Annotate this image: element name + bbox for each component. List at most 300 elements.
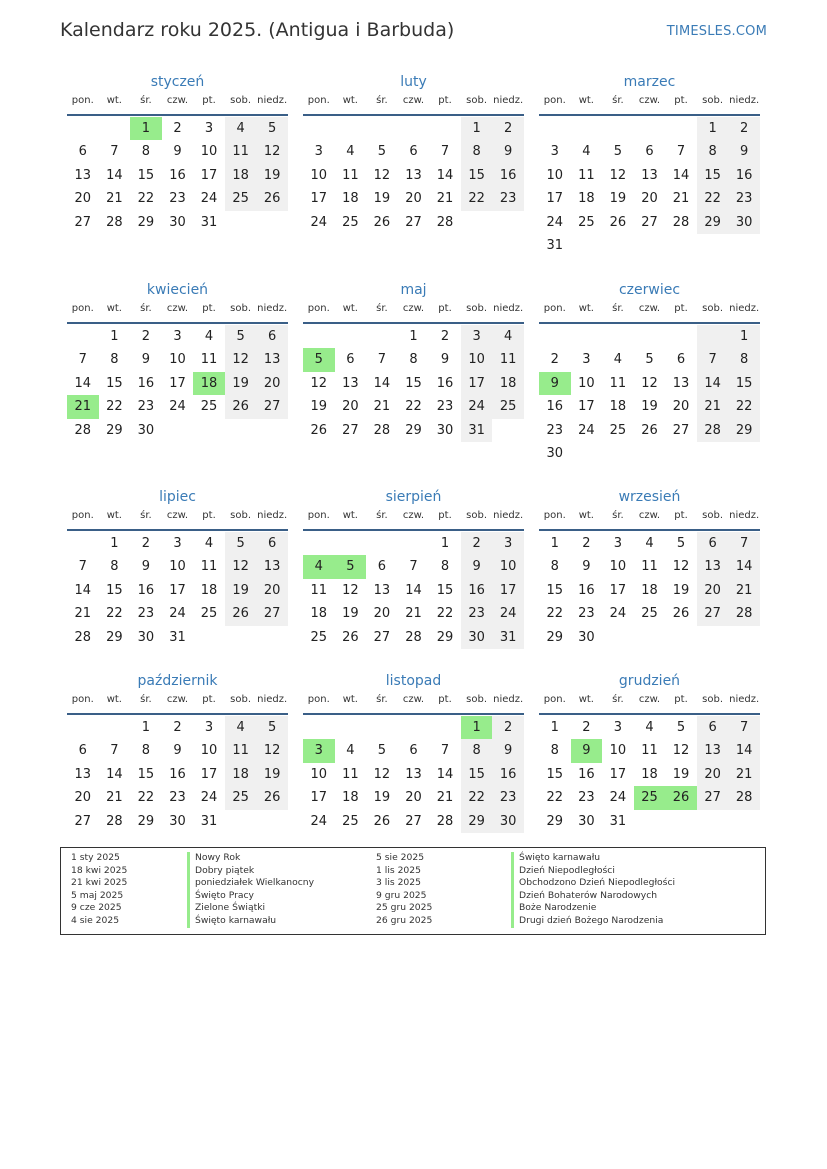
day-cell: 10	[310, 167, 328, 183]
legend-date: 9 cze 2025	[71, 902, 122, 914]
day-grid	[539, 325, 760, 465]
legend-holiday-name: Dobry piątek	[187, 865, 314, 878]
day-cell: 6	[346, 352, 355, 368]
day-cell: 5	[613, 144, 623, 160]
day-cell: 1	[728, 325, 760, 348]
day-cell: 1	[461, 117, 493, 140]
legend-holiday-name: Dzień Niepodległości	[511, 865, 675, 878]
day-cell: 11	[492, 348, 524, 371]
day-cell: 14	[672, 167, 690, 183]
legend-holiday-name: Święto karnawału	[187, 915, 314, 928]
day-cell: 17	[310, 191, 328, 207]
day-cell: 21	[106, 191, 123, 207]
weekday-label: czw.	[402, 694, 425, 705]
day-cell: 13	[672, 375, 690, 391]
month-block	[539, 72, 760, 257]
day-cell: 7	[697, 348, 729, 371]
legend-holiday-name: Zielone Świątki	[187, 902, 314, 915]
weekday-header	[303, 300, 524, 324]
weekday-label: wt.	[578, 95, 594, 106]
holiday-legend	[60, 847, 766, 935]
day-cell: 20	[74, 790, 92, 806]
day-cell: 10	[310, 766, 328, 782]
day-cell: 18	[641, 582, 658, 598]
day-cell: 3	[613, 720, 623, 735]
empty-day-cell	[634, 117, 666, 140]
month-name: maj	[400, 282, 427, 298]
legend-date: 9 gru 2025	[376, 889, 427, 901]
day-cell: 29	[405, 422, 422, 438]
day-cell: 19	[373, 790, 391, 806]
day-grid	[67, 716, 288, 833]
day-cell: 20	[405, 790, 422, 806]
day-cell: 11	[641, 743, 658, 759]
day-cell: 3	[582, 352, 591, 368]
empty-day-cell	[429, 117, 461, 140]
weekday-label: wt.	[342, 694, 358, 705]
day-cell: 27	[672, 422, 690, 438]
empty-day-cell	[303, 532, 335, 555]
day-cell: 11	[225, 140, 257, 163]
weekday-label: śr.	[140, 303, 152, 314]
day-cell: 2	[440, 329, 450, 344]
day-cell: 1	[409, 329, 418, 344]
weekday-label: sob.	[702, 303, 724, 314]
month-name: czerwiec	[618, 282, 681, 298]
day-cell: 9	[173, 743, 182, 759]
day-cell: 28	[106, 214, 123, 230]
day-cell: 19	[342, 606, 359, 622]
day-cell: 3	[173, 329, 182, 344]
day-cell: 10	[200, 743, 218, 759]
day-cell: 3	[173, 536, 182, 551]
day-cell: 25	[225, 187, 257, 210]
weekday-label: czw.	[166, 510, 189, 521]
day-cell: 21	[728, 579, 760, 602]
month-name: luty	[400, 74, 427, 90]
day-cell: 11	[310, 582, 328, 598]
day-cell: 30	[578, 629, 595, 645]
day-cell: 7	[110, 144, 119, 160]
day-cell: 16	[169, 167, 186, 183]
day-cell: 13	[405, 766, 422, 782]
day-grid	[539, 117, 760, 257]
day-cell: 27	[641, 214, 658, 230]
weekday-label: sob.	[702, 510, 724, 521]
empty-day-cell	[303, 716, 335, 739]
month-name: sierpień	[385, 489, 442, 505]
day-cell: 2	[728, 117, 760, 140]
day-cell: 25	[200, 399, 218, 415]
day-cell: 3	[314, 144, 323, 160]
legend-names-2	[511, 852, 675, 928]
legend-date: 26 gru 2025	[376, 914, 433, 926]
day-cell: 10	[492, 555, 524, 578]
day-cell: 28	[436, 813, 454, 829]
day-cell: 22	[461, 187, 493, 210]
day-cell: 17	[310, 790, 328, 806]
weekday-label: pt.	[674, 694, 688, 705]
day-cell: 13	[641, 167, 658, 183]
day-cell: 18	[641, 766, 658, 782]
day-cell: 24	[578, 422, 595, 438]
day-cell: 29	[106, 422, 123, 438]
weekday-label: wt.	[106, 95, 122, 106]
legend-date: 5 sie 2025	[376, 852, 425, 863]
holiday-day-cell: 21	[67, 395, 99, 418]
day-grid	[67, 117, 288, 234]
day-cell: 26	[225, 602, 257, 625]
day-cell: 23	[169, 191, 186, 207]
day-cell: 4	[492, 325, 524, 348]
holiday-day-cell: 5	[335, 555, 367, 578]
month-block	[539, 487, 760, 649]
day-cell: 5	[676, 536, 686, 551]
weekday-label: niedz.	[493, 95, 524, 106]
empty-day-cell	[335, 117, 367, 140]
day-cell: 11	[641, 559, 658, 575]
day-cell: 18	[342, 191, 359, 207]
day-cell: 25	[578, 214, 595, 230]
month-name: październik	[137, 673, 218, 689]
day-cell: 15	[106, 582, 123, 598]
day-cell: 24	[461, 395, 493, 418]
day-cell: 28	[728, 786, 760, 809]
empty-day-cell	[99, 716, 131, 739]
day-cell: 9	[461, 555, 493, 578]
legend-dates-2	[376, 852, 432, 928]
weekday-label: pt.	[202, 95, 216, 106]
day-cell: 26	[256, 187, 288, 210]
weekday-label: czw.	[166, 694, 189, 705]
day-cell: 22	[106, 606, 123, 622]
day-cell: 21	[436, 191, 454, 207]
day-cell: 4	[204, 536, 214, 551]
holiday-day-cell: 4	[303, 555, 335, 578]
weekday-label: pt.	[674, 510, 688, 521]
day-cell: 30	[492, 810, 524, 833]
day-cell: 6	[676, 352, 686, 368]
empty-day-cell	[335, 716, 367, 739]
day-cell: 31	[461, 419, 493, 442]
empty-day-cell	[366, 532, 398, 555]
day-cell: 17	[546, 191, 564, 207]
weekday-header	[303, 92, 524, 116]
day-cell: 17	[169, 582, 186, 598]
day-cell: 15	[461, 164, 493, 187]
month-block	[303, 487, 524, 649]
day-cell: 9	[492, 739, 524, 762]
day-cell: 9	[440, 352, 450, 368]
day-cell: 24	[169, 399, 186, 415]
day-cell: 26	[609, 214, 627, 230]
day-cell: 22	[405, 399, 422, 415]
weekday-label: śr.	[376, 510, 388, 521]
day-cell: 30	[169, 813, 186, 829]
weekday-label: pt.	[438, 510, 452, 521]
page-title: Kalendarz roku 2025. (Antigua i Barbuda)	[60, 19, 455, 41]
day-cell: 3	[492, 532, 524, 555]
day-cell: 6	[697, 532, 729, 555]
day-cell: 12	[310, 375, 328, 391]
day-cell: 23	[436, 399, 454, 415]
day-cell: 4	[613, 352, 623, 368]
holiday-day-cell: 9	[539, 372, 571, 395]
day-cell: 23	[578, 606, 595, 622]
day-cell: 22	[728, 395, 760, 418]
weekday-label: pon.	[543, 694, 566, 705]
day-cell: 6	[377, 559, 387, 575]
day-cell: 26	[373, 813, 391, 829]
day-cell: 7	[728, 716, 760, 739]
day-cell: 30	[137, 629, 155, 645]
weekday-label: śr.	[612, 95, 624, 106]
day-cell: 3	[461, 325, 493, 348]
day-cell: 27	[256, 395, 288, 418]
day-cell: 8	[141, 144, 151, 160]
weekday-label: śr.	[612, 694, 624, 705]
day-cell: 17	[200, 167, 218, 183]
day-cell: 27	[697, 786, 729, 809]
weekday-label: pon.	[71, 303, 94, 314]
empty-day-cell	[303, 117, 335, 140]
empty-day-cell	[571, 325, 603, 348]
empty-day-cell	[602, 325, 634, 348]
day-cell: 16	[137, 375, 155, 391]
day-cell: 21	[697, 395, 729, 418]
legend-date: 5 maj 2025	[71, 889, 124, 901]
empty-day-cell	[366, 325, 398, 348]
month-block	[67, 487, 288, 649]
weekday-label: wt.	[342, 303, 358, 314]
empty-day-cell	[335, 325, 367, 348]
day-cell: 8	[440, 559, 450, 575]
weekday-label: niedz.	[493, 510, 524, 521]
day-cell: 3	[204, 121, 214, 136]
day-cell: 10	[200, 144, 218, 160]
day-cell: 28	[106, 813, 123, 829]
empty-day-cell	[67, 117, 99, 140]
day-cell: 4	[204, 329, 214, 344]
day-cell: 22	[546, 790, 564, 806]
day-cell: 1	[110, 329, 119, 344]
day-cell: 28	[74, 629, 92, 645]
day-cell: 24	[200, 790, 218, 806]
day-cell: 15	[728, 372, 760, 395]
day-cell: 7	[110, 743, 119, 759]
day-cell: 8	[141, 743, 151, 759]
day-cell: 10	[169, 559, 186, 575]
day-cell: 19	[256, 763, 288, 786]
day-cell: 19	[310, 399, 328, 415]
day-cell: 7	[676, 144, 686, 160]
day-cell: 21	[106, 790, 123, 806]
day-cell: 5	[225, 532, 257, 555]
day-grid	[539, 532, 760, 649]
day-cell: 19	[225, 372, 257, 395]
day-cell: 19	[672, 582, 690, 598]
day-cell: 21	[74, 606, 92, 622]
day-cell: 23	[137, 606, 155, 622]
month-name: listopad	[385, 673, 442, 689]
day-cell: 20	[641, 191, 658, 207]
day-cell: 26	[342, 629, 359, 645]
legend-date: 1 sty 2025	[71, 852, 120, 863]
day-cell: 19	[373, 191, 391, 207]
day-cell: 12	[373, 167, 391, 183]
weekday-label: pon.	[307, 694, 330, 705]
holiday-day-cell: 1	[461, 716, 493, 739]
day-cell: 12	[672, 559, 690, 575]
day-cell: 20	[373, 606, 391, 622]
day-cell: 29	[106, 629, 123, 645]
day-cell: 20	[697, 579, 729, 602]
legend-names-1	[187, 852, 314, 928]
day-cell: 11	[200, 352, 218, 368]
weekday-label: czw.	[638, 303, 661, 314]
day-cell: 20	[405, 191, 422, 207]
day-cell: 1	[110, 536, 119, 551]
day-cell: 16	[728, 164, 760, 187]
day-cell: 12	[672, 743, 690, 759]
day-cell: 9	[141, 559, 151, 575]
day-cell: 17	[461, 372, 493, 395]
weekday-label: niedz.	[493, 303, 524, 314]
day-cell: 22	[106, 399, 123, 415]
day-cell: 11	[225, 739, 257, 762]
weekday-label: pt.	[674, 303, 688, 314]
day-cell: 3	[550, 144, 559, 160]
weekday-header	[303, 691, 524, 715]
day-cell: 8	[697, 140, 729, 163]
day-cell: 2	[582, 720, 591, 735]
day-cell: 24	[200, 191, 218, 207]
day-cell: 28	[405, 629, 422, 645]
month-block	[539, 671, 760, 833]
weekday-label: czw.	[166, 95, 189, 106]
day-cell: 24	[609, 606, 627, 622]
empty-day-cell	[602, 117, 634, 140]
legend-dates-1	[71, 852, 127, 928]
day-cell: 23	[728, 187, 760, 210]
weekday-label: wt.	[106, 694, 122, 705]
day-cell: 27	[256, 602, 288, 625]
day-cell: 19	[225, 579, 257, 602]
day-cell: 5	[377, 743, 387, 759]
day-cell: 22	[461, 786, 493, 809]
weekday-label: czw.	[402, 95, 425, 106]
day-cell: 25	[342, 214, 359, 230]
day-cell: 25	[492, 395, 524, 418]
day-cell: 5	[256, 716, 288, 739]
day-cell: 30	[546, 445, 564, 461]
weekday-label: sob.	[230, 303, 252, 314]
weekday-header	[539, 92, 760, 116]
weekday-label: niedz.	[257, 694, 288, 705]
day-grid	[303, 117, 524, 234]
day-cell: 5	[676, 720, 686, 735]
day-cell: 11	[342, 766, 359, 782]
month-name: kwiecień	[146, 282, 209, 298]
day-cell: 5	[645, 352, 654, 368]
weekday-label: pon.	[307, 510, 330, 521]
day-cell: 28	[373, 422, 391, 438]
day-cell: 13	[74, 766, 92, 782]
empty-day-cell	[398, 532, 430, 555]
day-cell: 13	[697, 555, 729, 578]
weekday-label: pon.	[71, 510, 94, 521]
empty-day-cell	[303, 325, 335, 348]
weekday-label: czw.	[638, 510, 661, 521]
day-cell: 13	[405, 167, 422, 183]
empty-day-cell	[398, 716, 430, 739]
weekday-label: wt.	[578, 694, 594, 705]
site-link[interactable]: TIMESLES.COM	[666, 24, 767, 39]
day-cell: 16	[546, 399, 564, 415]
month-block	[303, 280, 524, 442]
weekday-label: sob.	[230, 694, 252, 705]
day-cell: 24	[310, 813, 328, 829]
day-cell: 13	[373, 582, 391, 598]
day-cell: 18	[342, 790, 359, 806]
day-cell: 15	[461, 763, 493, 786]
holiday-day-cell: 25	[634, 786, 666, 809]
day-cell: 2	[141, 329, 151, 344]
weekday-label: czw.	[402, 510, 425, 521]
weekday-label: wt.	[342, 95, 358, 106]
day-cell: 22	[137, 191, 155, 207]
weekday-label: wt.	[106, 303, 122, 314]
day-cell: 15	[436, 582, 454, 598]
day-cell: 21	[405, 606, 422, 622]
day-cell: 31	[546, 237, 564, 253]
weekday-header	[67, 507, 288, 531]
weekday-header	[303, 507, 524, 531]
weekday-label: śr.	[140, 510, 152, 521]
day-cell: 20	[697, 763, 729, 786]
day-cell: 16	[137, 582, 155, 598]
weekday-label: czw.	[638, 95, 661, 106]
day-cell: 5	[256, 117, 288, 140]
day-cell: 6	[645, 144, 654, 160]
day-cell: 18	[609, 399, 627, 415]
day-cell: 21	[672, 191, 690, 207]
month-name: wrzesień	[618, 489, 681, 505]
day-cell: 23	[137, 399, 155, 415]
day-cell: 19	[641, 399, 658, 415]
weekday-header	[67, 300, 288, 324]
day-cell: 8	[110, 352, 119, 368]
day-cell: 10	[578, 375, 595, 391]
weekday-label: sob.	[702, 694, 724, 705]
weekday-label: wt.	[342, 510, 358, 521]
legend-holiday-name: Święto Pracy	[187, 890, 314, 903]
legend-holiday-name: Drugi dzień Bożego Narodzenia	[511, 915, 675, 928]
day-cell: 27	[373, 629, 391, 645]
day-cell: 6	[78, 144, 87, 160]
day-cell: 23	[461, 602, 493, 625]
day-cell: 26	[373, 214, 391, 230]
day-cell: 8	[110, 559, 119, 575]
day-cell: 2	[582, 536, 591, 551]
legend-holiday-name: Obchodzono Dzień Niepodległości	[511, 877, 675, 890]
day-cell: 12	[256, 140, 288, 163]
day-cell: 2	[492, 117, 524, 140]
day-grid	[67, 325, 288, 442]
day-cell: 20	[342, 399, 359, 415]
day-cell: 16	[578, 766, 595, 782]
empty-day-cell	[366, 716, 398, 739]
